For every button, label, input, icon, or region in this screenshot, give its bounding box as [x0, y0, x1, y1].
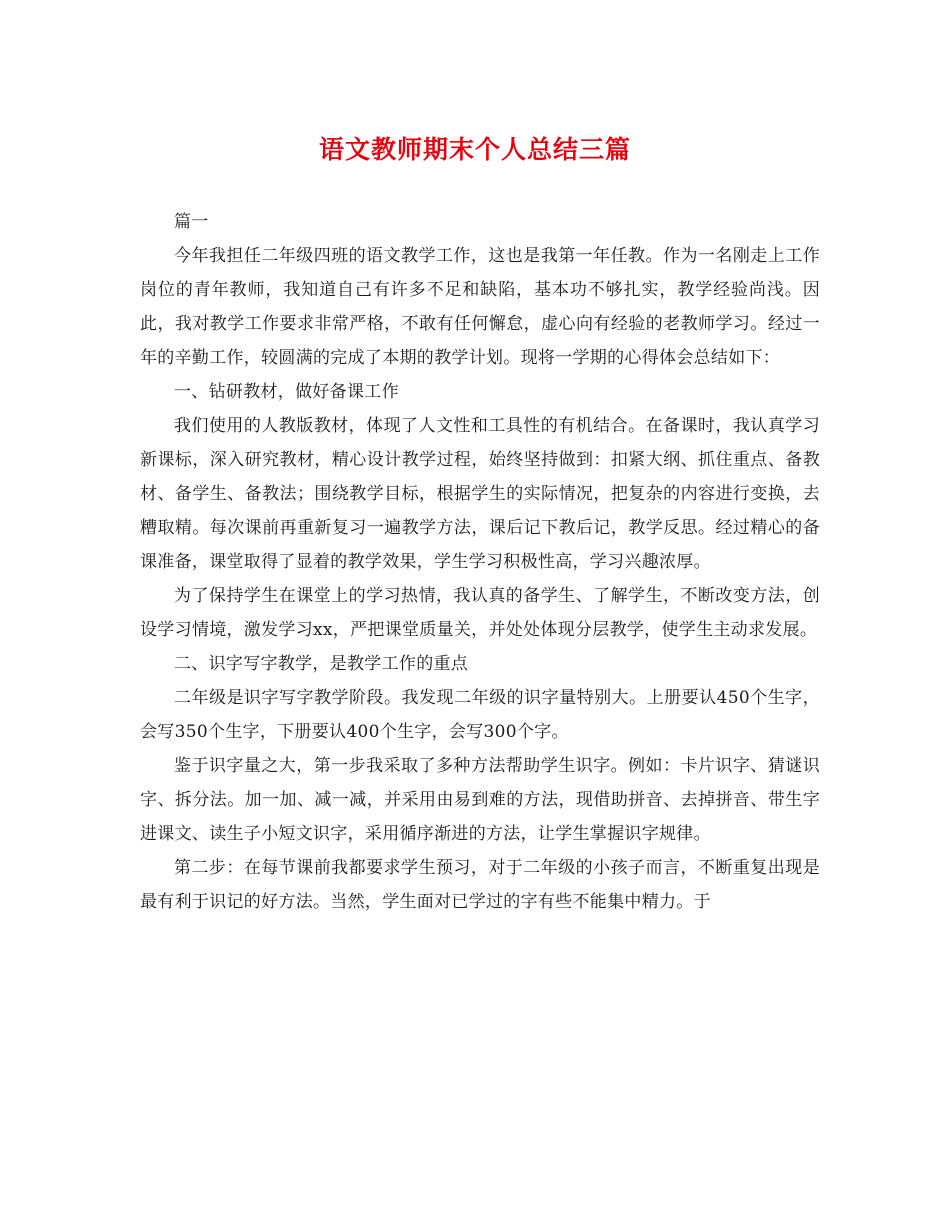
paragraph: 我们使用的人教版教材，体现了人文性和工具性的有机结合。在备课时，我认真学习新课标，深入研究教材，精心设计教学过程，始终坚持做到：扣紧大纲、抓住重点、备教材、备学生、备教法；围绕教学目标，根据学生的实际情况，把复杂的内容进行变换，去糟取精。每次课前再重新复习一遍教学方法，课后记下教后记，教学反思。经过精心的备课准备，课堂取得了显着的教学效果，学生学习积极性高，学习兴趣浓厚。 — [140, 416, 820, 572]
paragraph: 为了保持学生在课堂上的学习热情，我认真的备学生、了解学生，不断改变方法，创设学习情境，激发学习xx，严把课堂质量关，并处处体现分层教学，使学生主动求发展。 — [140, 586, 820, 640]
document-title: 语文教师期末个人总结三篇 — [318, 135, 631, 164]
section-heading: 一、钻研教材，做好备课工作 — [174, 382, 399, 402]
paragraph: 第二步：在每节课前我都要求学生预习，对于二年级的小孩子而言，不断重复出现是最有利于识记的好方法。当然，学生面对已学过的字有些不能集中精力。于 — [140, 858, 820, 912]
document-body — [140, 205, 820, 919]
section-heading: 二、识字写字教学，是教学工作的重点 — [174, 654, 469, 674]
paragraph: 鉴于识字量之大，第一步我采取了多种方法帮助学生识字。例如：卡片识字、猜谜识字、拆分法。加一加、减一减，并采用由易到难的方法，现借助拼音、去掉拼音、带生字进课文、读生子小短文识字，采用循序渐进的方法，让学生掌握识字规律。 — [140, 756, 820, 844]
section-label: 篇一 — [174, 212, 209, 232]
paragraph: 二年级是识字写字教学阶段。我发现二年级的识字量特别大。上册要认450个生字，会写350个生字，下册要认400个生字，会写300个字。 — [140, 688, 820, 742]
paragraph: 今年我担任二年级四班的语文教学工作，这也是我第一年任教。作为一名刚走上工作岗位的青年教师，我知道自己有许多不足和缺陷，基本功不够扎实，教学经验尚浅。因此，我对教学工作要求非常严格，不敢有任何懈怠，虚心向有经验的老教师学习。经过一年的辛勤工作，较圆满的完成了本期的教学计划。现将一学期的心得体会总结如下： — [140, 246, 820, 368]
